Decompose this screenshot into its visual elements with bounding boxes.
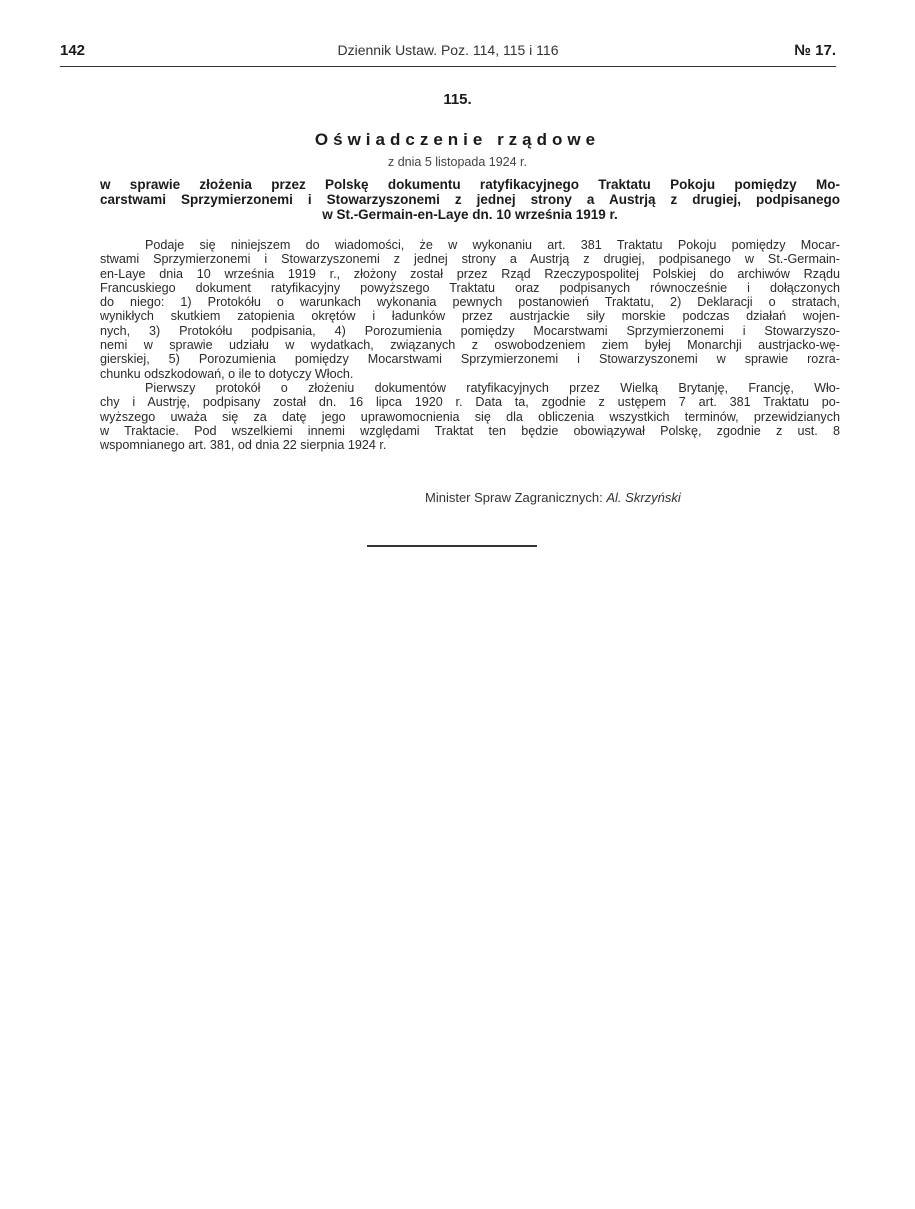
signature-name: Al. Skrzyński — [606, 490, 681, 505]
body-line: Pierwszy protokół o złożeniu dokumentów ratyfikacyjnych przez Wielką Brytanję, Francję, Wło- — [145, 380, 840, 395]
body-line: Podaje się niniejszem do wiadomości, że w wykonaniu art. 381 Traktatu Pokoju pomiędzy Mocar- — [145, 238, 840, 252]
body-line: nych, 3) Protokółu podpisania, 4) Porozumienia pomiędzy Mocarstwami Sprzymierzonemi i Stowarzyszo- — [100, 323, 840, 338]
end-rule — [367, 545, 537, 547]
subject-line: carstwami Sprzymierzonemi i Stowarzyszonemi z jednej strony a Austrją z drugiej, podpisanego — [100, 192, 840, 207]
subject-line: w St.-Germain-en-Laye dn. 10 września 1919 r. — [322, 207, 618, 222]
body-line: stwami Sprzymierzonemi i Stowarzyszonemi z jednej strony a Austrją z drugiej, podpisanego w St.-Germain- — [100, 252, 840, 267]
body-line: w Traktacie. Pod wszelkiemi innemi względami Traktat ten będzie obowiązywał Polskę, zgodnie z ust. 8 — [100, 423, 840, 438]
document-date: z dnia 5 listopada 1924 r. — [388, 155, 527, 169]
body-line: chy i Austrję, podpisany został dn. 16 lipca 1920 r. Data ta, zgodnie z ustępem 7 art. 381 Traktatu po- — [100, 395, 840, 410]
running-header — [60, 42, 836, 62]
body-line: nemi w sprawie udziału w wydatkach, związanych z oswobodzeniem ziem byłej Monarchji austrjacko-wę- — [100, 338, 840, 353]
body-line: Francuskiego dokument ratyfikacyjny powyższego Traktatu oraz podpisanych równocześnie i dołączonych — [100, 280, 840, 295]
body-text — [100, 238, 840, 452]
journal-title: Dziennik Ustaw. Poz. 114, 115 i 116 — [337, 42, 559, 58]
body-line: wyższego uważa się za datę jego uprawomocnienia się dla obliczenia wszystkich terminów, przewidzianych — [100, 409, 840, 424]
document-title: Oświadczenie rządowe — [314, 130, 601, 149]
body-line: en-Laye dnia 10 września 1919 r., złożony został przez Rząd Rzeczypospolitej Polskiej do archiwów Rządu — [100, 266, 840, 281]
body-line: wynikłych skutkiem zatopienia okrętów i ładunków przez austrjackie siły morskie podczas działań wojen- — [100, 309, 840, 324]
page-number: 142 — [60, 42, 86, 59]
issue-number: № 17. — [794, 42, 836, 59]
signature-label: Minister Spraw Zagranicznych: — [425, 490, 603, 505]
body-line: wspomnianego art. 381, od dnia 22 sierpnia 1924 r. — [100, 438, 387, 453]
body-line: chunku odszkodowań, o ile to dotyczy Włoch. — [100, 366, 354, 381]
body-line: do niego: 1) Protokółu o warunkach wykonania pewnych postanowień Traktatu, 2) Deklaracji o stratach, — [100, 295, 840, 310]
body-line: gierskiej, 5) Porozumienia pomiędzy Mocarstwami Sprzymierzonemi i Stowarzyszonemi w sprawie rozra- — [100, 352, 840, 367]
header-rule — [60, 66, 836, 67]
signature — [425, 490, 681, 505]
subject — [100, 177, 840, 222]
subject-line: w sprawie złożenia przez Polskę dokumentu ratyfikacyjnego Traktatu Pokoju pomiędzy Mo- — [100, 177, 840, 192]
item-number: 115. — [443, 91, 472, 108]
